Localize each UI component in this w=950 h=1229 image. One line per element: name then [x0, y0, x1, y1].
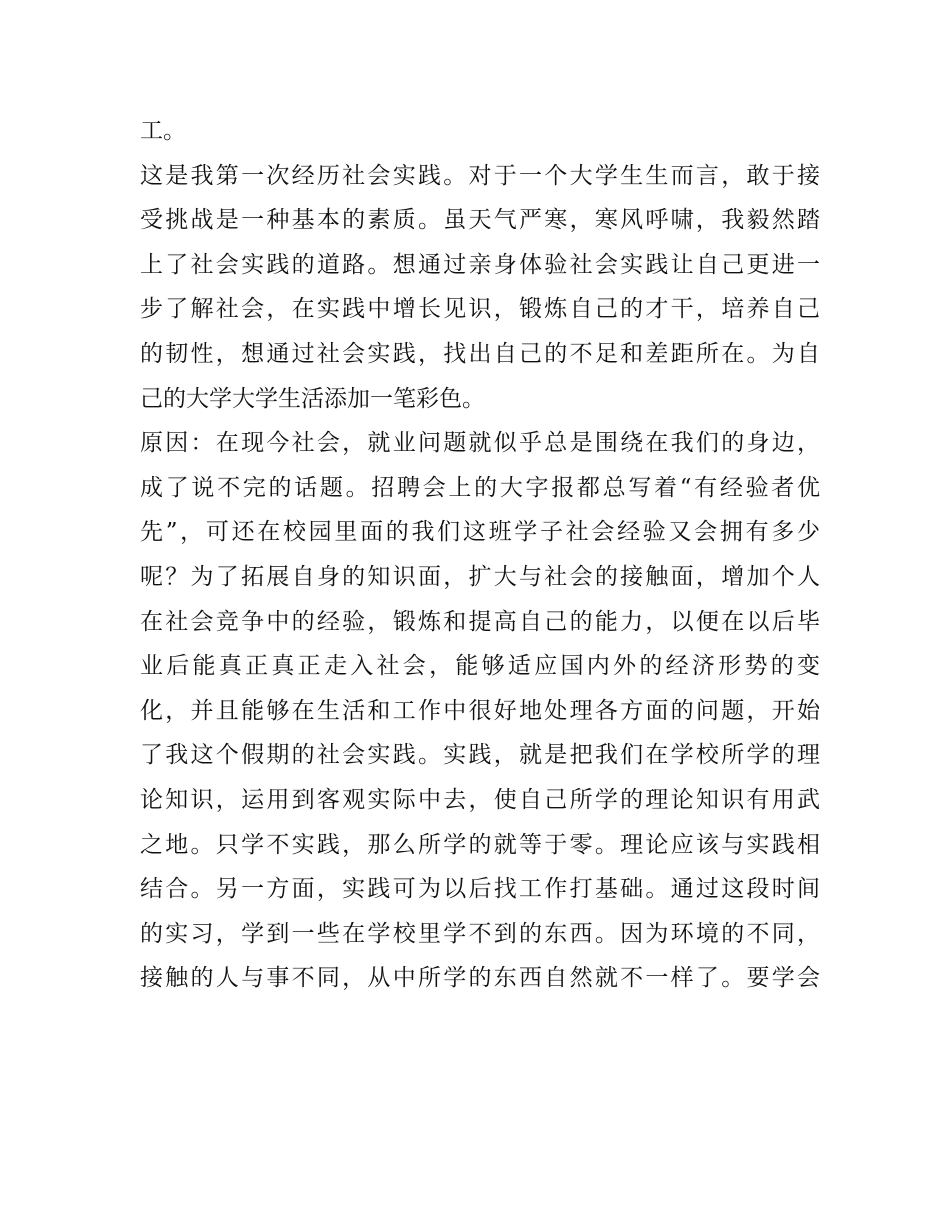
- text-line: 论知识，运用到客观实际中去，使自己所学的理论知识有用武: [140, 786, 820, 813]
- text-line: 工。: [140, 118, 186, 144]
- text-line: 步了解社会，在实践中增长见识，锻炼自己的才干，培养自己: [140, 296, 820, 323]
- text-line: 化，并且能够在生活和工作中很好地处理各方面的问题，开始: [140, 697, 820, 724]
- text-line: 结合。另一方面，实践可为以后找工作打基础。通过这段时间: [140, 876, 820, 903]
- text-line: 这是我第一次经历社会实践。对于一个大学生生而言，敢于接: [140, 162, 820, 189]
- text-line: 业后能真正真正走入社会，能够适应国内外的经济形势的变: [140, 653, 820, 680]
- text-line: 原因：在现今社会，就业问题就似乎总是围绕在我们的身边，: [140, 430, 820, 457]
- text-line: 之地。只学不实践，那么所学的就等于零。理论应该与实践相: [140, 831, 820, 858]
- text-line: 受挑战是一种基本的素质。虽天气严寒，寒风呼啸，我毅然踏: [140, 207, 820, 234]
- text-line: 的韧性，想通过社会实践，找出自己的不足和差距所在。为自: [140, 340, 820, 367]
- body-text: [140, 109, 820, 1001]
- text-line: 呢？为了拓展自身的知识面，扩大与社会的接触面，增加个人: [140, 563, 820, 590]
- text-line: 在社会竞争中的经验，锻炼和提高自己的能力，以便在以后毕: [140, 608, 820, 635]
- text-line: 上了社会实践的道路。想通过亲身体验社会实践让自己更进一: [140, 251, 820, 278]
- text-line: 先”，可还在校园里面的我们这班学子社会经验又会拥有多少: [140, 519, 820, 546]
- text-line: 的实习，学到一些在学校里学不到的东西。因为环境的不同，: [140, 920, 820, 947]
- text-line: 了我这个假期的社会实践。实践，就是把我们在学校所学的理: [140, 742, 820, 769]
- text-line: 接触的人与事不同，从中所学的东西自然就不一样了。要学会: [140, 965, 820, 992]
- text-line: 己的大学大学生活添加一笔彩色。: [140, 385, 485, 412]
- text-line: 成了说不完的话题。招聘会上的大字报都总写着“有经验者优: [140, 474, 820, 501]
